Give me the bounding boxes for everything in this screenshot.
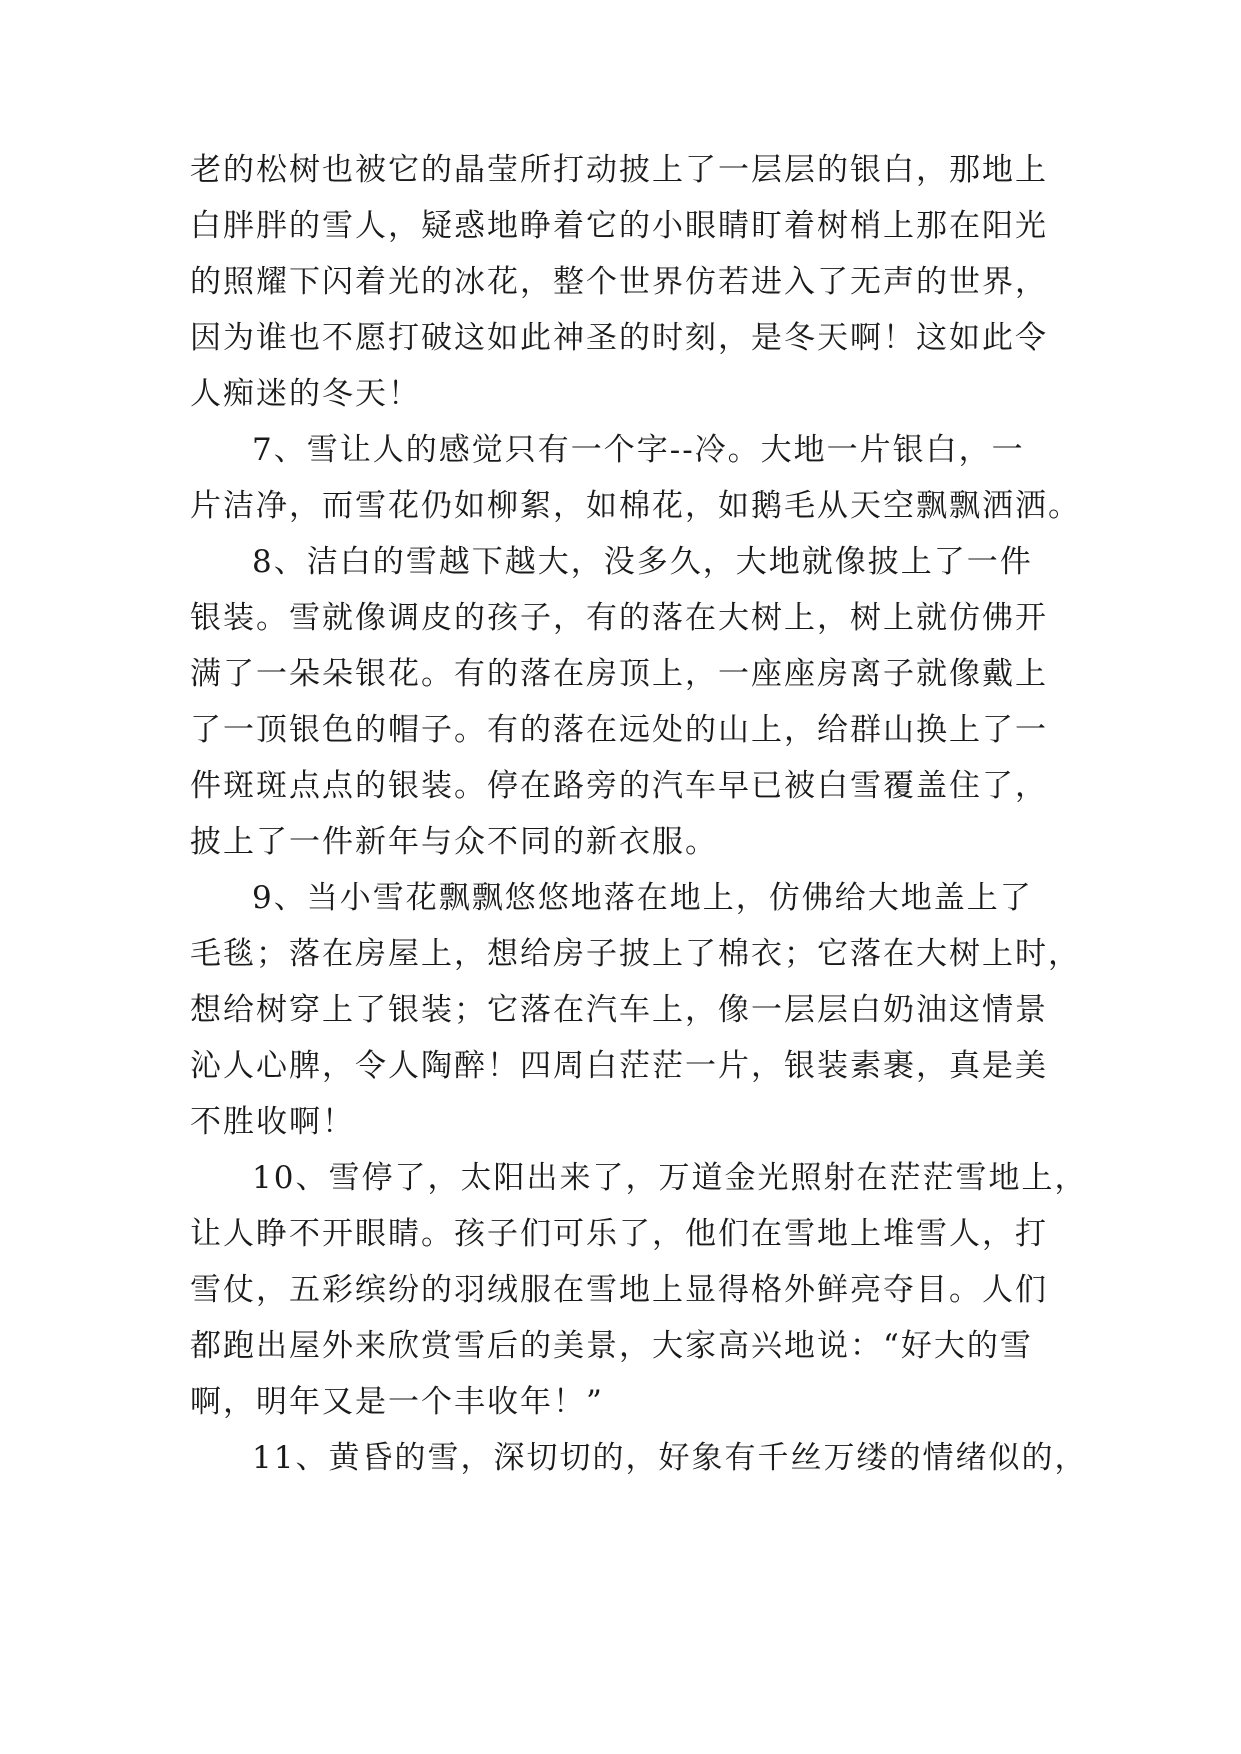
text-line: 片洁净，而雪花仍如柳絮，如棉花，如鹅毛从天空飘飘洒洒。 — [190, 488, 1081, 524]
text-line: 让人睁不开眼睛。孩子们可乐了，他们在雪地上堆雪人，打 — [190, 1216, 1048, 1252]
text-line: 啊，明年又是一个丰收年！” — [190, 1384, 604, 1420]
text-line: 毛毯；落在房屋上，想给房子披上了棉衣；它落在大树上时， — [190, 936, 1081, 972]
paragraph-start-line: 10、雪停了，太阳出来了，万道金光照射在茫茫雪地上， — [252, 1160, 1088, 1196]
text-line: 的照耀下闪着光的冰花，整个世界仿若进入了无声的世界， — [190, 264, 1048, 300]
text-line: 了一顶银色的帽子。有的落在远处的山上，给群山换上了一 — [190, 712, 1048, 748]
paragraph-start-line: 11、黄昏的雪，深切切的，好象有千丝万缕的情绪似的， — [252, 1440, 1088, 1476]
text-line: 白胖胖的雪人，疑惑地睁着它的小眼睛盯着树梢上那在阳光 — [190, 208, 1048, 244]
text-line: 老的松树也被它的晶莹所打动披上了一层层的银白，那地上 — [190, 152, 1048, 188]
text-line: 满了一朵朵银花。有的落在房顶上，一座座房离子就像戴上 — [190, 656, 1048, 692]
paragraph-start-line: 7、雪让人的感觉只有一个字--冷。大地一片银白，一 — [252, 432, 1025, 468]
text-line: 不胜收啊！ — [190, 1104, 355, 1140]
text-line: 银装。雪就像调皮的孩子，有的落在大树上，树上就仿佛开 — [190, 600, 1048, 636]
text-line: 想给树穿上了银装；它落在汽车上，像一层层白奶油这情景 — [190, 992, 1048, 1028]
text-line: 雪仗，五彩缤纷的羽绒服在雪地上显得格外鲜亮夺目。人们 — [190, 1272, 1048, 1308]
text-line: 沁人心脾，令人陶醉！四周白茫茫一片，银装素裹，真是美 — [190, 1048, 1048, 1084]
paragraph-start-line: 9、当小雪花飘飘悠悠地落在地上，仿佛给大地盖上了 — [252, 880, 1033, 916]
paragraph-start-line: 8、洁白的雪越下越大，没多久，大地就像披上了一件 — [252, 544, 1033, 580]
text-line: 人痴迷的冬天！ — [190, 376, 421, 412]
text-line: 披上了一件新年与众不同的新衣服。 — [190, 824, 718, 860]
text-line: 因为谁也不愿打破这如此神圣的时刻，是冬天啊！这如此令 — [190, 320, 1048, 356]
text-line: 都跑出屋外来欣赏雪后的美景，大家高兴地说：“好大的雪 — [190, 1328, 1033, 1364]
text-line: 件斑斑点点的银装。停在路旁的汽车早已被白雪覆盖住了， — [190, 768, 1048, 804]
